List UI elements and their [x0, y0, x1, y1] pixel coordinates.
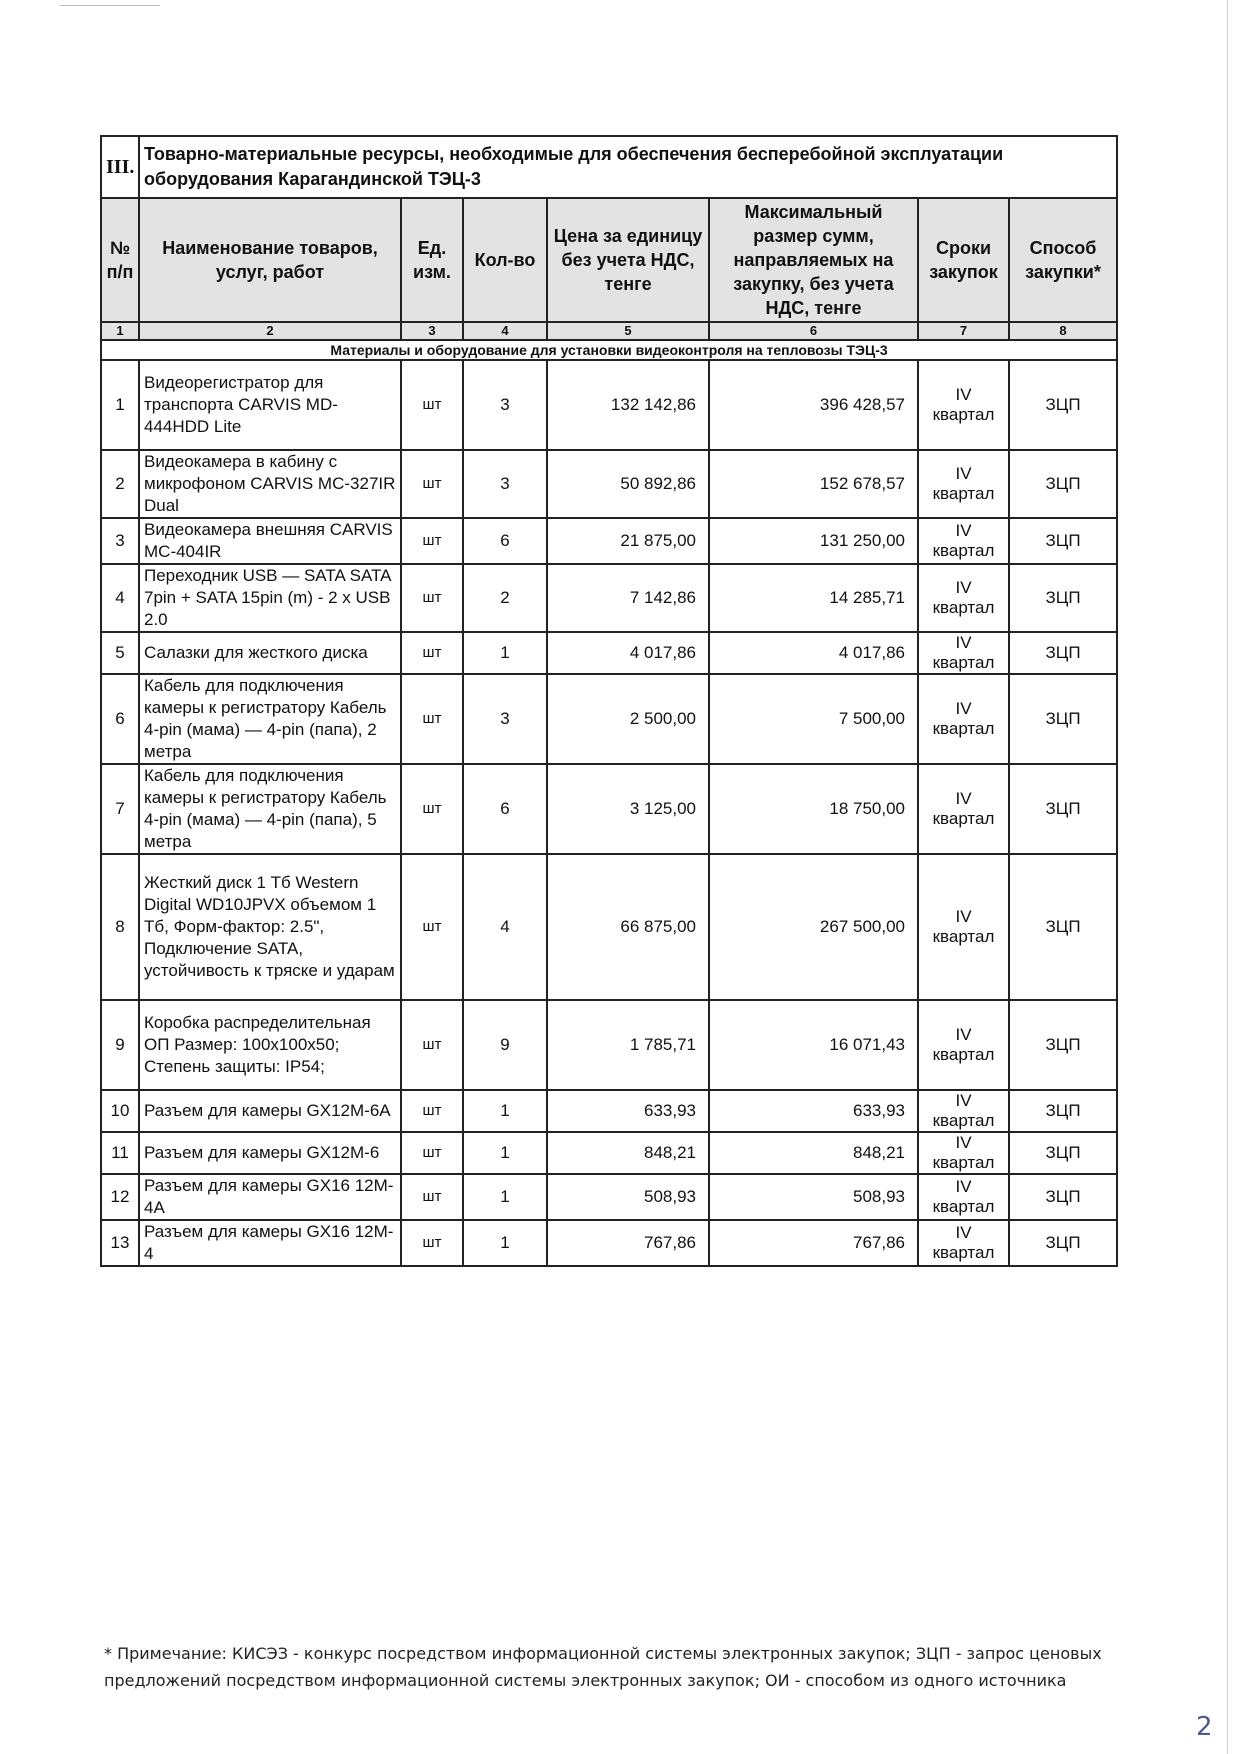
- item-quantity: 2: [463, 564, 547, 632]
- table-row: [101, 1132, 1117, 1174]
- item-procurement-term: IV квартал: [918, 450, 1009, 518]
- row-number: 9: [101, 1000, 139, 1090]
- section-title: Товарно-материальные ресурсы, необходимые для обеспечения бесперебойной эксплуатации оборудования Карагандинской ТЭЦ-3: [139, 136, 1117, 198]
- item-unit-price: 4 017,86: [547, 632, 709, 674]
- item-name: Разъем для камеры GX16 12M-4A: [139, 1174, 401, 1220]
- item-unit: шт: [401, 1132, 463, 1174]
- item-total-amount: 18 750,00: [709, 764, 918, 854]
- item-procurement-term: IV квартал: [918, 854, 1009, 1000]
- item-procurement-term: IV квартал: [918, 518, 1009, 564]
- column-number: 6: [709, 322, 918, 340]
- item-unit-price: 848,21: [547, 1132, 709, 1174]
- item-unit: шт: [401, 518, 463, 564]
- item-total-amount: 767,86: [709, 1220, 918, 1266]
- item-unit-price: 50 892,86: [547, 450, 709, 518]
- header-term: Сроки закупок: [918, 198, 1009, 322]
- item-name: Салазки для жесткого диска: [139, 632, 401, 674]
- table-row: [101, 450, 1117, 518]
- item-unit-price: 508,93: [547, 1174, 709, 1220]
- item-procurement-method: ЗЦП: [1009, 360, 1117, 450]
- header-name: Наименование товаров, услуг, работ: [139, 198, 401, 322]
- item-procurement-method: ЗЦП: [1009, 764, 1117, 854]
- row-number: 11: [101, 1132, 139, 1174]
- item-total-amount: 7 500,00: [709, 674, 918, 764]
- item-name: Кабель для подключения камеры к регистратору Кабель 4-pin (мама) — 4-pin (папа), 5 метра: [139, 764, 401, 854]
- item-quantity: 3: [463, 674, 547, 764]
- item-total-amount: 508,93: [709, 1174, 918, 1220]
- row-number: 2: [101, 450, 139, 518]
- item-quantity: 1: [463, 1090, 547, 1132]
- item-unit-price: 633,93: [547, 1090, 709, 1132]
- item-unit-price: 767,86: [547, 1220, 709, 1266]
- item-procurement-term: IV квартал: [918, 632, 1009, 674]
- table-row: [101, 632, 1117, 674]
- item-name: Коробка распределительная ОП Размер: 100x100x50; Степень защиты: IP54;: [139, 1000, 401, 1090]
- item-unit: шт: [401, 632, 463, 674]
- item-procurement-method: ЗЦП: [1009, 1132, 1117, 1174]
- scan-edge-line: [60, 5, 160, 6]
- item-procurement-method: ЗЦП: [1009, 1220, 1117, 1266]
- item-procurement-method: ЗЦП: [1009, 518, 1117, 564]
- header-unit: Ед. изм.: [401, 198, 463, 322]
- footnote: * Примечание: КИСЭЗ - конкурс посредством информационной системы электронных закупок; ЗЦП - запрос ценовых предложений посредством информационной системы электронных закупок; ОИ - способом из одного источника: [104, 1644, 1102, 1690]
- item-procurement-method: ЗЦП: [1009, 1090, 1117, 1132]
- scan-edge-line-right: [1227, 0, 1228, 1754]
- item-procurement-method: ЗЦП: [1009, 632, 1117, 674]
- item-procurement-term: IV квартал: [918, 1090, 1009, 1132]
- item-procurement-method: ЗЦП: [1009, 564, 1117, 632]
- item-unit: шт: [401, 1000, 463, 1090]
- item-procurement-method: ЗЦП: [1009, 1000, 1117, 1090]
- row-number: 1: [101, 360, 139, 450]
- item-procurement-term: IV квартал: [918, 674, 1009, 764]
- section-row: [101, 136, 1117, 198]
- item-total-amount: 4 017,86: [709, 632, 918, 674]
- row-number: 6: [101, 674, 139, 764]
- row-number: 3: [101, 518, 139, 564]
- row-number: 13: [101, 1220, 139, 1266]
- item-procurement-term: IV квартал: [918, 1174, 1009, 1220]
- item-procurement-term: IV квартал: [918, 360, 1009, 450]
- item-quantity: 6: [463, 518, 547, 564]
- item-name: Жесткий диск 1 Тб Western Digital WD10JPVX объемом 1 Тб, Форм-фактор: 2.5", Подключение SATA, устойчивость к тряске и ударам: [139, 854, 401, 1000]
- table-row: [101, 564, 1117, 632]
- item-quantity: 3: [463, 360, 547, 450]
- item-unit: шт: [401, 764, 463, 854]
- header-total: Максимальный размер сумм, направляемых на закупку, без учета НДС, тенге: [709, 198, 918, 322]
- item-procurement-method: ЗЦП: [1009, 1174, 1117, 1220]
- item-unit: шт: [401, 1090, 463, 1132]
- item-unit-price: 1 785,71: [547, 1000, 709, 1090]
- row-number: 8: [101, 854, 139, 1000]
- item-total-amount: 14 285,71: [709, 564, 918, 632]
- item-unit-price: 21 875,00: [547, 518, 709, 564]
- table-row: [101, 360, 1117, 450]
- column-number: 5: [547, 322, 709, 340]
- item-quantity: 4: [463, 854, 547, 1000]
- section-number: III.: [101, 136, 139, 198]
- item-name: Разъем для камеры GX12M-6A: [139, 1090, 401, 1132]
- row-number: 4: [101, 564, 139, 632]
- header-method: Способ закупки*: [1009, 198, 1117, 322]
- header-row: [101, 198, 1117, 322]
- item-procurement-term: IV квартал: [918, 1220, 1009, 1266]
- table-row: [101, 674, 1117, 764]
- item-total-amount: 633,93: [709, 1090, 918, 1132]
- item-procurement-term: IV квартал: [918, 1000, 1009, 1090]
- item-total-amount: 152 678,57: [709, 450, 918, 518]
- table-row: [101, 1090, 1117, 1132]
- header-qty: Кол-во: [463, 198, 547, 322]
- item-total-amount: 131 250,00: [709, 518, 918, 564]
- item-quantity: 1: [463, 1174, 547, 1220]
- row-number: 5: [101, 632, 139, 674]
- column-number: 7: [918, 322, 1009, 340]
- column-number: 3: [401, 322, 463, 340]
- row-number: 12: [101, 1174, 139, 1220]
- item-total-amount: 267 500,00: [709, 854, 918, 1000]
- item-quantity: 9: [463, 1000, 547, 1090]
- item-quantity: 1: [463, 1220, 547, 1266]
- item-name: Разъем для камеры GX12M-6: [139, 1132, 401, 1174]
- column-number: 2: [139, 322, 401, 340]
- item-unit: шт: [401, 360, 463, 450]
- table-row: [101, 1220, 1117, 1266]
- item-total-amount: 16 071,43: [709, 1000, 918, 1090]
- item-unit: шт: [401, 450, 463, 518]
- table-row: [101, 1000, 1117, 1090]
- item-name: Кабель для подключения камеры к регистратору Кабель 4-pin (мама) — 4-pin (папа), 2 метра: [139, 674, 401, 764]
- table-row: [101, 1174, 1117, 1220]
- header-num: № п/п: [101, 198, 139, 322]
- item-unit: шт: [401, 674, 463, 764]
- item-procurement-term: IV квартал: [918, 1132, 1009, 1174]
- table-row: [101, 764, 1117, 854]
- column-number-row: [101, 322, 1117, 340]
- item-unit-price: 7 142,86: [547, 564, 709, 632]
- item-total-amount: 848,21: [709, 1132, 918, 1174]
- column-number: 4: [463, 322, 547, 340]
- table-row: [101, 854, 1117, 1000]
- header-price: Цена за единицу без учета НДС, тенге: [547, 198, 709, 322]
- item-name: Переходник USB — SATA SATA 7pin + SATA 15pin (m) - 2 x USB 2.0: [139, 564, 401, 632]
- column-number: 8: [1009, 322, 1117, 340]
- item-procurement-term: IV квартал: [918, 764, 1009, 854]
- item-unit: шт: [401, 1174, 463, 1220]
- item-procurement-method: ЗЦП: [1009, 854, 1117, 1000]
- item-quantity: 3: [463, 450, 547, 518]
- item-unit-price: 3 125,00: [547, 764, 709, 854]
- row-number: 7: [101, 764, 139, 854]
- item-procurement-term: IV квартал: [918, 564, 1009, 632]
- column-number: 1: [101, 322, 139, 340]
- item-unit: шт: [401, 854, 463, 1000]
- item-name: Видеокамера внешняя CARVIS MC-404IR: [139, 518, 401, 564]
- item-unit: шт: [401, 1220, 463, 1266]
- item-procurement-method: ЗЦП: [1009, 674, 1117, 764]
- item-procurement-method: ЗЦП: [1009, 450, 1117, 518]
- item-unit: шт: [401, 564, 463, 632]
- page-number-mark: 2: [1196, 1712, 1213, 1742]
- procurement-table: [100, 135, 1118, 1267]
- item-name: Видеокамера в кабину с микрофоном CARVIS MC-327IR Dual: [139, 450, 401, 518]
- item-unit-price: 2 500,00: [547, 674, 709, 764]
- item-name: Разъем для камеры GX16 12M-4: [139, 1220, 401, 1266]
- item-name: Видеорегистратор для транспорта CARVIS MD-444HDD Lite: [139, 360, 401, 450]
- item-unit-price: 66 875,00: [547, 854, 709, 1000]
- item-unit-price: 132 142,86: [547, 360, 709, 450]
- item-quantity: 1: [463, 1132, 547, 1174]
- item-total-amount: 396 428,57: [709, 360, 918, 450]
- group-row: [101, 340, 1117, 360]
- item-quantity: 1: [463, 632, 547, 674]
- row-number: 10: [101, 1090, 139, 1132]
- group-title: Материалы и оборудование для установки видеоконтроля на тепловозы ТЭЦ-3: [101, 340, 1117, 360]
- item-quantity: 6: [463, 764, 547, 854]
- table-row: [101, 518, 1117, 564]
